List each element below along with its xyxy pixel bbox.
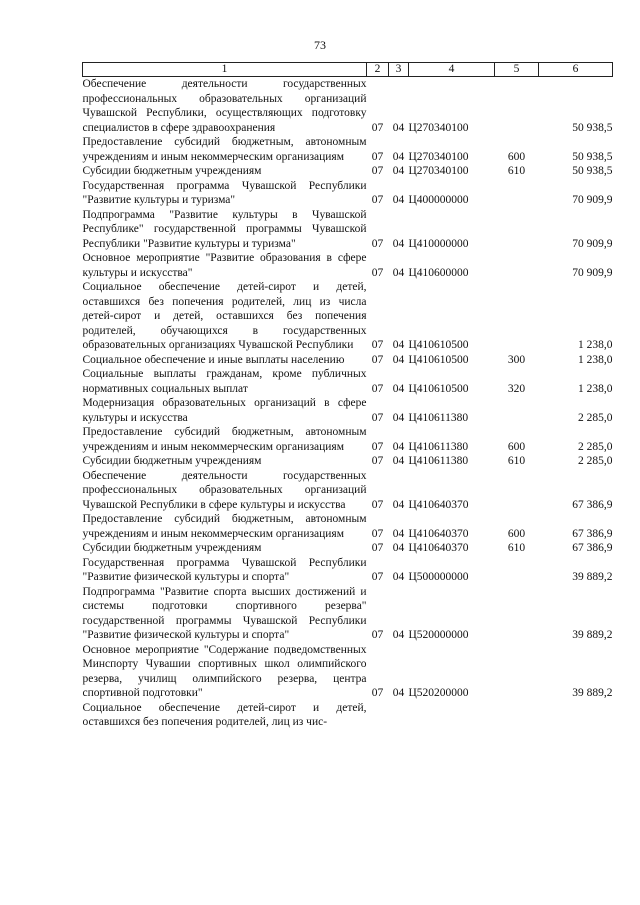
- row-section: 07: [371, 440, 384, 453]
- row-subsection: 04: [392, 353, 405, 366]
- row-subsection: 04: [392, 382, 405, 395]
- row-amount: 1 238,0: [578, 353, 613, 366]
- row-amount: 67 386,9: [572, 542, 613, 554]
- row-subsection: 04: [392, 194, 405, 206]
- row-target-article: Ц410610500: [408, 382, 469, 395]
- row-amount: 70 909,9: [572, 194, 613, 206]
- row-expense-type: 600: [507, 527, 526, 540]
- table-row: [83, 179, 613, 208]
- row-expense-type: [495, 556, 539, 585]
- row-subsection: 04: [392, 237, 405, 250]
- row-amount: 1 238,0: [578, 382, 613, 395]
- row-expense-type: [495, 179, 539, 208]
- row-expense-type: [495, 701, 539, 730]
- row-target-article: Ц270340100: [408, 121, 469, 134]
- row-section: 07: [371, 542, 384, 554]
- row-expense-type: [495, 280, 539, 353]
- row-section: 07: [371, 165, 384, 177]
- row-name: Государственная программа Чувашской Республики "Развитие физической культуры и спорта": [82, 556, 367, 583]
- row-subsection: 04: [392, 455, 405, 467]
- table-row: [83, 367, 613, 396]
- page-number: 73: [314, 38, 326, 52]
- table-row: [83, 77, 613, 136]
- row-name: Основное мероприятие "Развитие образования в сфере культуры и искусства": [82, 252, 367, 279]
- column-header: 2: [367, 63, 389, 77]
- row-subsection: 04: [392, 629, 405, 641]
- table-row: [83, 208, 613, 252]
- column-header: 1: [83, 63, 367, 77]
- table-row: [83, 585, 613, 643]
- row-section: 07: [371, 571, 384, 583]
- column-header: 5: [495, 63, 539, 77]
- row-target-article: Ц520200000: [408, 687, 469, 699]
- row-name: Обеспечение деятельности государственных профессиональных образовательных организаций Чувашской Республики, осуществляющих подготовку специалистов в сфере здравоохранения: [82, 78, 367, 134]
- row-name: Основное мероприятие "Содержание подведомственных Минспорту Чувашии спортивных школ олимпийского резерва, училищ олимпийского резерва, центра спортивной подготовки": [82, 643, 367, 699]
- row-name: Государственная программа Чувашской Республики "Развитие культуры и туризма": [82, 179, 367, 206]
- row-section: [367, 701, 389, 730]
- table-row: [83, 541, 613, 556]
- row-name: Социальные выплаты гражданам, кроме публичных нормативных социальных выплат: [82, 368, 367, 395]
- row-name: Модернизация образовательных организаций в сфере культуры и искусства: [82, 397, 367, 424]
- row-section: 07: [371, 629, 384, 641]
- row-section: 07: [371, 121, 384, 134]
- row-name: Предоставление субсидий бюджетным, автономным учреждениям и иным некоммерческим организациям: [82, 136, 367, 163]
- table-row: [83, 469, 613, 513]
- table-header-row: [83, 63, 613, 77]
- row-target-article: Ц270340100: [408, 150, 469, 163]
- row-amount: 2 285,0: [578, 411, 613, 424]
- table-row: [83, 280, 613, 353]
- row-target-article: Ц410611380: [408, 440, 469, 453]
- table-row: [83, 454, 613, 469]
- table-row: [83, 701, 613, 730]
- row-section: 07: [371, 339, 384, 351]
- column-header: 4: [409, 63, 495, 77]
- row-amount: 70 909,9: [572, 266, 613, 279]
- row-expense-type: [495, 251, 539, 280]
- row-subsection: 04: [392, 266, 405, 279]
- row-amount: 50 938,5: [572, 150, 613, 163]
- row-amount: 67 386,9: [572, 527, 613, 540]
- table-row: [83, 135, 613, 164]
- row-expense-type: [495, 469, 539, 513]
- table-row: [83, 556, 613, 585]
- row-amount: [539, 701, 613, 730]
- row-name: Субсидии бюджетным учреждениям: [82, 165, 262, 177]
- row-amount: 70 909,9: [572, 237, 613, 250]
- row-subsection: 04: [392, 498, 405, 511]
- row-amount: 39 889,2: [572, 687, 613, 699]
- row-target-article: Ц410640370: [408, 542, 469, 554]
- row-expense-type: [495, 396, 539, 425]
- row-subsection: 04: [392, 121, 405, 134]
- row-target-article: Ц410640370: [408, 527, 469, 540]
- row-expense-type: 600: [507, 150, 526, 163]
- row-expense-type: 610: [507, 455, 526, 467]
- row-target-article: Ц410640370: [408, 498, 469, 511]
- row-subsection: 04: [392, 339, 405, 351]
- budget-table: [82, 62, 613, 730]
- row-target-article: Ц500000000: [408, 571, 469, 583]
- row-target-article: Ц410610500: [408, 339, 469, 351]
- row-section: 07: [371, 237, 384, 250]
- row-amount: 1 238,0: [578, 339, 613, 351]
- row-section: 07: [371, 382, 384, 395]
- row-target-article: Ц270340100: [408, 165, 469, 177]
- row-section: 07: [371, 353, 384, 366]
- row-amount: 2 285,0: [578, 455, 613, 467]
- row-expense-type: 300: [507, 353, 526, 366]
- row-expense-type: 320: [507, 382, 526, 395]
- row-section: 07: [371, 455, 384, 467]
- row-name: Социальное обеспечение детей-сирот и детей, оставшихся без попечения родителей, лиц из чис-: [82, 701, 367, 728]
- table-row: [83, 512, 613, 541]
- row-name: Социальное обеспечение и иные выплаты населению: [82, 353, 345, 366]
- row-target-article: Ц410600000: [408, 266, 469, 279]
- row-subsection: [389, 701, 409, 730]
- row-subsection: 04: [392, 571, 405, 583]
- row-name: Социальное обеспечение детей-сирот и детей, оставшихся без попечения родителей, лиц из числа детей-сирот и детей, оставшихся без попечения родителей, обучающихся в государственных образовательных организациях Чувашской Республики: [82, 281, 367, 351]
- row-section: 07: [371, 527, 384, 540]
- table-row: [83, 251, 613, 280]
- row-target-article: Ц520000000: [408, 629, 469, 641]
- row-section: 07: [371, 194, 384, 206]
- row-expense-type: 610: [507, 542, 526, 554]
- row-subsection: 04: [392, 527, 405, 540]
- row-amount: 39 889,2: [572, 571, 613, 583]
- row-section: 07: [371, 687, 384, 699]
- column-header: 6: [539, 63, 613, 77]
- row-section: 07: [371, 266, 384, 279]
- table-row: [83, 353, 613, 368]
- row-subsection: 04: [392, 687, 405, 699]
- row-name: Подпрограмма "Развитие культуры в Чувашской Республике" государственной программы Чувашской Республики "Развитие культуры и туризма": [82, 208, 367, 250]
- row-target-article: Ц410610500: [408, 353, 469, 366]
- row-name: Обеспечение деятельности государственных профессиональных образовательных организаций Чувашской Республики в сфере культуры и искусства: [82, 469, 367, 511]
- row-expense-type: [495, 643, 539, 701]
- row-amount: 2 285,0: [578, 440, 613, 453]
- row-amount: 39 889,2: [572, 629, 613, 641]
- table-row: [83, 396, 613, 425]
- row-subsection: 04: [392, 411, 405, 424]
- row-subsection: 04: [392, 150, 405, 163]
- row-subsection: 04: [392, 542, 405, 554]
- row-name: Предоставление субсидий бюджетным, автономным учреждениям и иным некоммерческим организациям: [82, 513, 367, 540]
- row-expense-type: [495, 77, 539, 136]
- row-subsection: 04: [392, 165, 405, 177]
- row-amount: 67 386,9: [572, 498, 613, 511]
- row-expense-type: 600: [507, 440, 526, 453]
- row-target-article: Ц410611380: [408, 455, 469, 467]
- row-target-article: [409, 701, 495, 730]
- row-name: Подпрограмма "Развитие спорта высших достижений и системы подготовки спортивного резерва" государственной программы Чувашской Республики "Развитие физической культуры и спорта": [82, 585, 367, 641]
- row-name: Предоставление субсидий бюджетным, автономным учреждениям и иным некоммерческим организациям: [82, 426, 367, 453]
- table-row: [83, 164, 613, 179]
- row-expense-type: 610: [507, 165, 526, 177]
- table-row: [83, 425, 613, 454]
- row-target-article: Ц410611380: [408, 411, 469, 424]
- row-section: 07: [371, 498, 384, 511]
- row-section: 07: [371, 150, 384, 163]
- row-amount: 50 938,5: [572, 165, 613, 177]
- row-target-article: Ц400000000: [408, 194, 469, 206]
- table-row: [83, 643, 613, 701]
- row-target-article: Ц410000000: [408, 237, 469, 250]
- row-amount: 50 938,5: [572, 121, 613, 134]
- row-expense-type: [495, 208, 539, 252]
- row-expense-type: [495, 585, 539, 643]
- row-subsection: 04: [392, 440, 405, 453]
- row-name: Субсидии бюджетным учреждениям: [82, 542, 262, 554]
- row-name: Субсидии бюджетным учреждениям: [82, 455, 262, 467]
- column-header: 3: [389, 63, 409, 77]
- row-section: 07: [371, 411, 384, 424]
